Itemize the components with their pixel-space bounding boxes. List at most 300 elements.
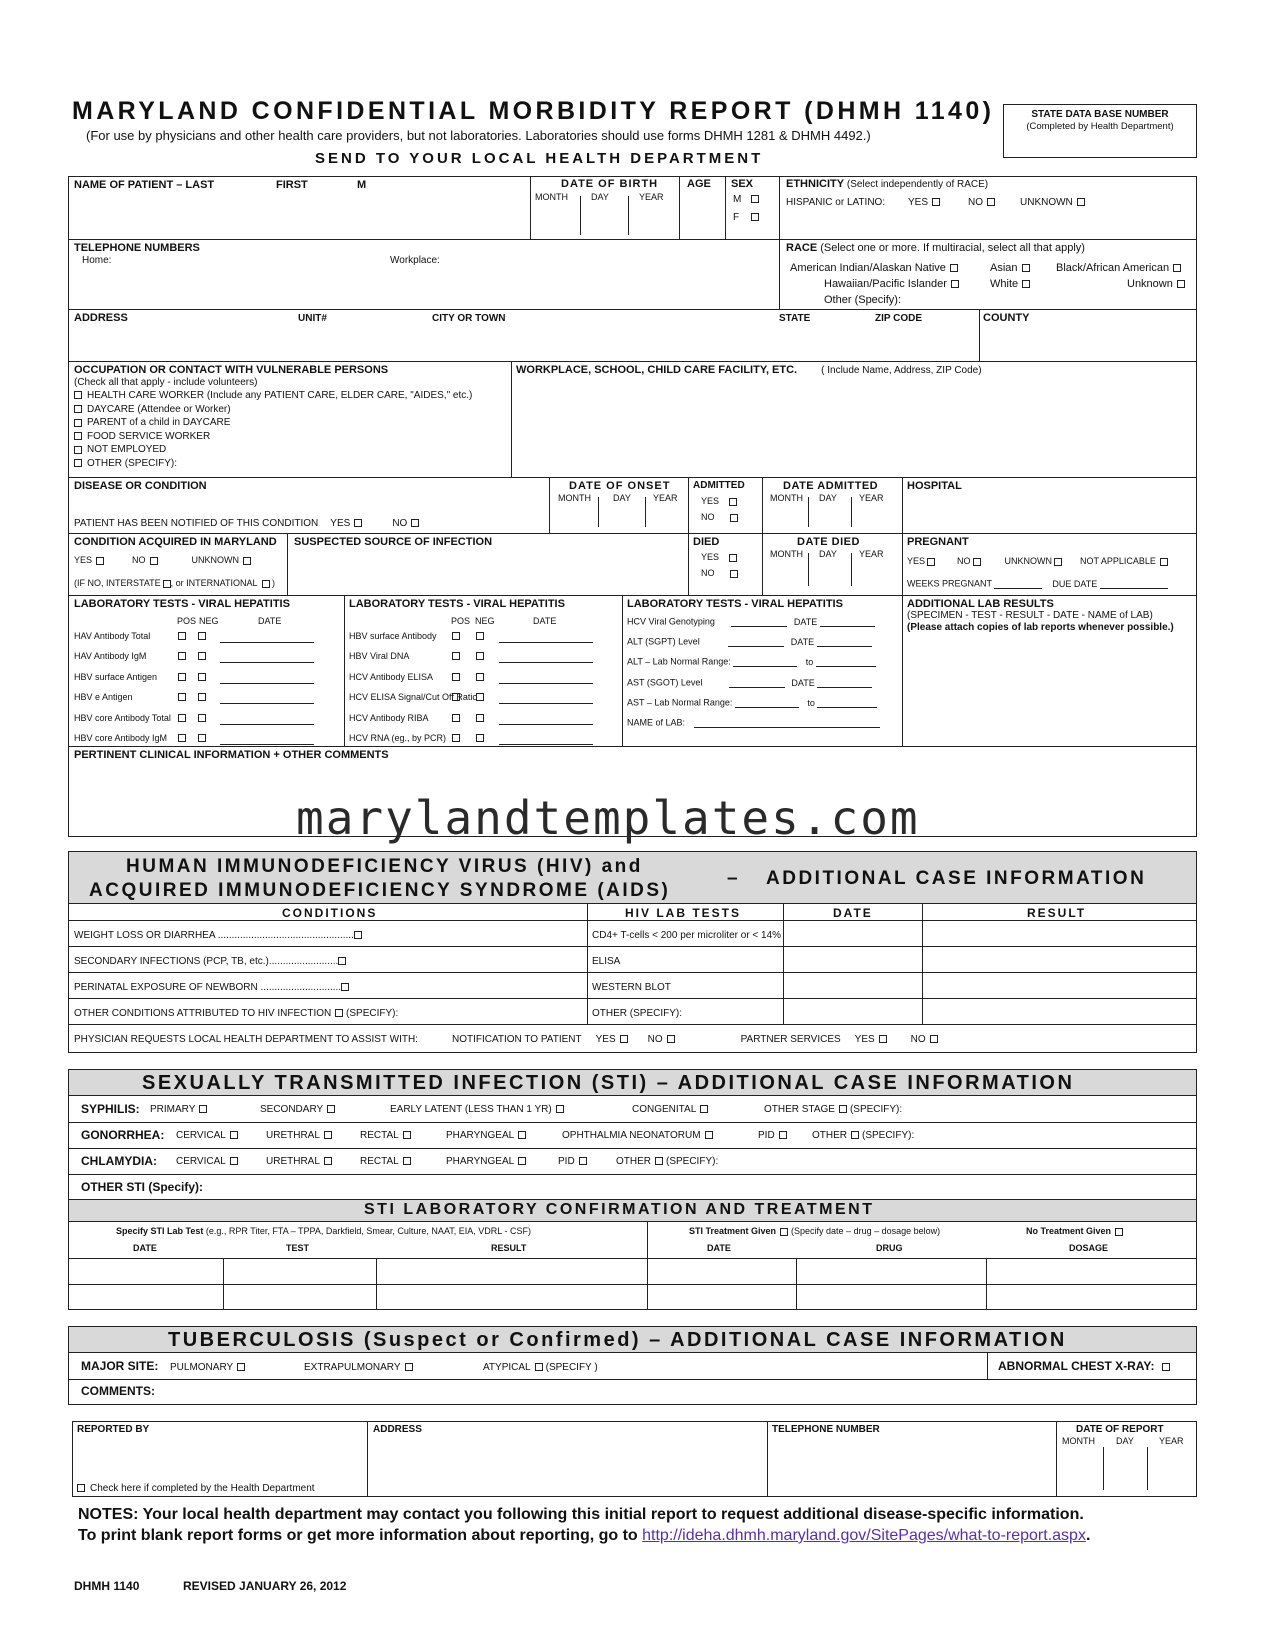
other-sti-label: OTHER STI (Specify): (81, 1180, 204, 1194)
no-treatment-checkbox[interactable] (1115, 1228, 1123, 1236)
chlamydia-option[interactable]: PID (558, 1156, 587, 1168)
hispanic-yes[interactable]: YES (908, 197, 940, 209)
admitted-yes[interactable]: YES (701, 496, 737, 506)
international-checkbox[interactable] (262, 580, 270, 588)
gonorrhea-checkbox[interactable] (779, 1131, 787, 1139)
date-of-report-field[interactable] (1058, 1448, 1195, 1495)
acquired-unknown-checkbox[interactable] (243, 557, 251, 565)
notified-no-checkbox[interactable] (411, 519, 419, 527)
tb-pulmonary[interactable]: PULMONARY (170, 1362, 245, 1374)
sti-lab-row-1[interactable] (70, 1260, 1195, 1283)
work-phone-label: Workplace: (390, 255, 440, 266)
occupation-checkbox[interactable] (74, 405, 82, 413)
race-asian-checkbox[interactable] (1022, 264, 1030, 272)
notify-yes-checkbox[interactable] (620, 1035, 628, 1043)
hiv-cond2-checkbox[interactable] (338, 957, 346, 965)
occupation-option[interactable]: OTHER (SPECIFY): (74, 458, 177, 470)
hepatitis-test-label: HBV e Antigen (74, 692, 133, 703)
clinical-info-label: PERTINENT CLINICAL INFORMATION + OTHER COMMENTS (74, 749, 389, 761)
occupation-checkbox[interactable] (74, 432, 82, 440)
chlamydia-checkbox[interactable] (579, 1157, 587, 1165)
syphilis-option[interactable]: EARLY LATENT (LESS THAN 1 YR) (390, 1104, 564, 1116)
date-died-label: DATE DIED (797, 536, 860, 548)
race-black-checkbox[interactable] (1173, 264, 1181, 272)
neg-checkbox[interactable] (476, 734, 484, 742)
chlamydia-option[interactable]: PHARYNGEAL (446, 1156, 526, 1168)
pregnant-yes-checkbox[interactable] (927, 558, 935, 566)
hiv-assist-row: PHYSICIAN REQUESTS LOCAL HEALTH DEPARTMENT TO ASSIST WITH: NOTIFICATION TO PATIENT YES NO PARTNER SERVICES YES NO (74, 1034, 938, 1046)
work-phone-field[interactable] (450, 252, 770, 272)
gonorrhea-option[interactable]: RECTAL (360, 1130, 411, 1142)
hiv-cond4-checkbox[interactable] (335, 1009, 343, 1017)
pregnant-options: YES NO UNKNOWN NOT APPLICABLE (907, 556, 1168, 566)
lab-col1-neg: NEG (199, 616, 219, 626)
hepatitis-test-label: HCV Antibody ELISA (349, 671, 434, 682)
gonorrhea-checkbox[interactable] (403, 1131, 411, 1139)
occupation-note: (Check all that apply - include volunteers) (74, 377, 258, 388)
gonorrhea-option[interactable]: PHARYNGEAL (446, 1130, 526, 1142)
gonorrhea-option[interactable]: OTHER (SPECIFY): (812, 1130, 915, 1141)
hepatitis-test-row[interactable] (74, 711, 342, 727)
neg-checkbox[interactable] (198, 714, 206, 722)
admitted-no-checkbox[interactable] (730, 514, 738, 522)
county-label: COUNTY (983, 312, 1030, 324)
race-white[interactable]: White (990, 278, 1030, 291)
pregnant-na-checkbox[interactable] (1160, 558, 1168, 566)
pos-checkbox[interactable] (452, 673, 460, 681)
tb-comments-label: COMMENTS: (81, 1384, 155, 1398)
lab-col2-pos: POS (451, 616, 471, 626)
hiv-title-line1: HUMAN IMMUNODEFICIENCY VIRUS (HIV) and (126, 856, 643, 877)
hepatitis-test-label: HAV Antibody Total (74, 631, 151, 641)
hiv-condition-4[interactable]: OTHER CONDITIONS ATTRIBUTED TO HIV INFECTION (SPECIFY): (74, 1008, 399, 1019)
report-year: YEAR (1159, 1436, 1184, 1446)
onset-month: MONTH (558, 493, 591, 503)
reporter-address-label: ADDRESS (373, 1424, 422, 1435)
hospital-field[interactable] (904, 494, 1195, 531)
date-line[interactable] (220, 642, 314, 643)
race-hpi[interactable]: Hawaiian/Pacific Islander (824, 278, 959, 291)
died-yes[interactable]: YES (701, 552, 737, 562)
county-field[interactable] (981, 326, 1195, 359)
state-label: STATE (779, 313, 811, 324)
report-month: MONTH (1062, 1436, 1095, 1446)
lab-col2-date: DATE (533, 616, 557, 626)
tb-atypical[interactable]: ATYPICAL (SPECIFY ) (483, 1362, 598, 1373)
admitted-day: DAY (819, 493, 837, 503)
reported-by-label: REPORTED BY (77, 1424, 150, 1435)
ethnicity-label: ETHNICITY (Select independently of RACE) (786, 178, 989, 190)
occupation-option[interactable]: HEALTH CARE WORKER (Include any PATIENT CARE, ELDER CARE, "AIDES," etc.) (74, 390, 472, 402)
tb-extrapulmonary[interactable]: EXTRAPULMONARY (304, 1362, 413, 1374)
gonorrhea-checkbox[interactable] (324, 1131, 332, 1139)
neg-checkbox[interactable] (198, 693, 206, 701)
additional-lab-field[interactable] (904, 636, 1195, 744)
gonorrhea-option[interactable]: URETHRAL (266, 1130, 332, 1142)
occupation-checkbox[interactable] (74, 419, 82, 427)
city-label: CITY OR TOWN (432, 313, 506, 324)
pos-checkbox[interactable] (178, 734, 186, 742)
gonorrhea-checkbox[interactable] (518, 1131, 526, 1139)
treatment-given-checkbox[interactable] (780, 1228, 788, 1236)
chlamydia-option[interactable]: RECTAL (360, 1156, 411, 1168)
acquired-if-no: (IF NO, INTERSTATE , or INTERNATIONAL ) (74, 578, 276, 588)
date-line[interactable] (220, 724, 314, 725)
syphilis-checkbox[interactable] (700, 1105, 708, 1113)
sti-col-dosage: DOSAGE (1069, 1243, 1109, 1253)
dob-field[interactable] (532, 204, 677, 237)
patient-name-field[interactable] (70, 192, 528, 237)
gonorrhea-option[interactable]: OPHTHALMIA NEONATORUM (562, 1130, 713, 1142)
sti-col-date: DATE (133, 1243, 157, 1253)
hepatitis-test-row[interactable] (349, 690, 619, 706)
hepatitis-test-row[interactable] (349, 670, 619, 686)
footer-form-id: DHMH 1140 (74, 1579, 140, 1593)
acquired-yes-checkbox[interactable] (96, 557, 104, 565)
sti-lab-test-heading: Specify STI Lab Test (e.g., RPR Titer, FTA – TPPA, Darkfield, Smear, Culture, NAAT, EIA, VDRL - CSF) (116, 1226, 531, 1236)
syphilis-checkbox[interactable] (199, 1105, 207, 1113)
partner-no-checkbox[interactable] (930, 1035, 938, 1043)
hepatitis-test-label: HBV surface Antigen (74, 671, 158, 682)
hiv-cond1-checkbox[interactable] (354, 931, 362, 939)
hispanic-no[interactable]: NO (968, 197, 995, 209)
gonorrhea-option[interactable]: CERVICAL (176, 1130, 238, 1142)
race-label: RACE (Select one or more. If multiracial, select all that apply) (786, 242, 1085, 254)
hiv-condition-1[interactable]: WEIGHT LOSS OR DIARRHEA ................................................. (74, 930, 362, 942)
hispanic-unknown[interactable]: UNKNOWN (1020, 197, 1085, 209)
hepatitis-test-label: HBV Viral DNA (349, 651, 410, 662)
race-hpi-checkbox[interactable] (951, 280, 959, 288)
report-forms-link[interactable]: http://ideha.dhmh.maryland.gov/SitePages/what-to-report.aspx (642, 1527, 1086, 1544)
gonorrhea-option[interactable]: PID (758, 1130, 787, 1142)
lab-col1-date: DATE (258, 616, 282, 626)
name-of-lab[interactable]: NAME of LAB: (627, 717, 880, 728)
tb-title: TUBERCULOSIS (Suspect or Confirmed) – ADDITIONAL CASE INFORMATION (168, 1329, 1067, 1351)
hiv-title-line2: ACQUIRED IMMUNODEFICIENCY SYNDROME (AIDS) (89, 880, 671, 901)
race-unknown-checkbox[interactable] (1177, 280, 1185, 288)
hiv-test-cd4: CD4+ T-cells < 200 per microliter or < 14% (592, 930, 782, 941)
sti-col-drug: DRUG (876, 1243, 903, 1253)
lab-col1-pos: POS (177, 616, 197, 626)
date-line[interactable] (499, 642, 593, 643)
dob-year: YEAR (639, 192, 664, 202)
died-no[interactable]: NO (701, 568, 738, 578)
hepatitis-test-label: HBV core Antibody Total (74, 712, 171, 723)
occupation-option[interactable]: DAYCARE (Attendee or Worker) (74, 404, 231, 416)
admitted-yes-checkbox[interactable] (729, 498, 737, 506)
pregnant-label: PREGNANT (907, 536, 969, 548)
additional-lab-title: ADDITIONAL LAB RESULTS (907, 598, 1054, 610)
hiv-test-western-blot: WESTERN BLOT (592, 982, 671, 993)
additional-lab-note2: (Please attach copies of lab reports whenever possible.) (907, 622, 1174, 633)
date-line[interactable] (220, 683, 314, 684)
sti-title: SEXUALLY TRANSMITTED INFECTION (STI) – ADDITIONAL CASE INFORMATION (142, 1072, 1075, 1094)
date-line[interactable] (499, 703, 593, 704)
suspected-source-label: SUSPECTED SOURCE OF INFECTION (294, 536, 493, 548)
patient-name-last-label: NAME OF PATIENT – LAST (74, 179, 215, 191)
other-sti-field[interactable] (220, 1177, 1195, 1197)
notify-no-checkbox[interactable] (667, 1035, 675, 1043)
dob-label: DATE OF BIRTH (561, 178, 659, 190)
died-day: DAY (819, 549, 837, 559)
patient-name-m-label: M (357, 179, 367, 191)
lab-col1-title: LABORATORY TESTS - VIRAL HEPATITIS (74, 598, 290, 610)
chlamydia-option[interactable]: CERVICAL (176, 1156, 238, 1168)
date-line[interactable] (499, 683, 593, 684)
age-field[interactable] (681, 192, 723, 237)
ast-level[interactable]: AST (SGOT) Level DATE (627, 677, 872, 688)
hepatitis-test-row[interactable] (74, 670, 342, 686)
race-black[interactable]: Black/African American (1056, 262, 1181, 275)
hispanic-no-checkbox[interactable] (987, 198, 995, 206)
neg-checkbox[interactable] (198, 632, 206, 640)
no-treatment[interactable]: No Treatment Given (1026, 1226, 1123, 1236)
hepatitis-test-row[interactable] (74, 731, 342, 747)
tb-extrapulmonary-checkbox[interactable] (405, 1363, 413, 1371)
tb-atypical-checkbox[interactable] (535, 1363, 543, 1371)
age-label: AGE (687, 178, 711, 190)
syphilis-checkbox[interactable] (839, 1105, 847, 1113)
neg-checkbox[interactable] (476, 632, 484, 640)
date-of-report-label: DATE OF REPORT (1076, 1424, 1164, 1435)
sti-treatment-heading: STI Treatment Given (Specify date – drug – dosage below) (689, 1226, 941, 1236)
patient-name-first-label: FIRST (276, 179, 308, 191)
workplace-school-field[interactable] (514, 380, 1195, 475)
sex-f-option[interactable]: F (733, 212, 759, 224)
hepatitis-test-row[interactable] (74, 690, 342, 706)
gonorrhea-checkbox[interactable] (851, 1131, 859, 1139)
notes-line2: To print blank report forms or get more information about reporting, go to http://ideha.dhmh.maryland.gov/SitePages/what-to-report.aspx. (78, 1527, 1091, 1544)
date-line[interactable] (220, 662, 314, 663)
notified-yes-checkbox[interactable] (354, 519, 362, 527)
pos-checkbox[interactable] (178, 693, 186, 701)
occupation-option[interactable]: NOT EMPLOYED (74, 444, 166, 456)
gonorrhea-checkbox[interactable] (230, 1131, 238, 1139)
interstate-checkbox[interactable] (163, 580, 171, 588)
hiv-title-dash: – (727, 868, 741, 889)
race-asian[interactable]: Asian (990, 262, 1030, 275)
hospital-label: HOSPITAL (907, 480, 962, 492)
occupation-label: OCCUPATION OR CONTACT WITH VULNERABLE PERSONS (74, 364, 389, 376)
syphilis-option[interactable]: PRIMARY (150, 1104, 207, 1116)
hiv-col-conditions: CONDITIONS (282, 906, 378, 920)
unit-label: UNIT# (298, 313, 327, 324)
tb-abnormal-xray: ABNORMAL CHEST X-RAY: (998, 1360, 1170, 1374)
hepatitis-test-label: HCV RNA (eg., by PCR) (349, 733, 447, 743)
chlamydia-label: CHLAMYDIA: (81, 1154, 157, 1168)
occupation-checkbox[interactable] (74, 391, 82, 399)
race-unknown[interactable]: Unknown (1127, 278, 1185, 291)
pregnant-no-checkbox[interactable] (973, 558, 981, 566)
sex-m-option[interactable]: M (733, 194, 759, 206)
syphilis-option[interactable]: SECONDARY (260, 1104, 335, 1116)
hiv-col-tests: HIV LAB TESTS (625, 906, 742, 920)
hiv-col-date: DATE (833, 906, 873, 920)
neg-checkbox[interactable] (198, 652, 206, 660)
neg-checkbox[interactable] (476, 673, 484, 681)
acquired-no-checkbox[interactable] (150, 557, 158, 565)
race-other[interactable]: Other (Specify): (824, 294, 902, 306)
lab-col3-title: LABORATORY TESTS - VIRAL HEPATITIS (627, 598, 843, 610)
gonorrhea-label: GONORRHEA: (81, 1128, 165, 1142)
chlamydia-checkbox[interactable] (655, 1157, 663, 1165)
hiv-col-result: RESULT (1027, 906, 1087, 920)
suspected-source-field[interactable] (290, 550, 686, 593)
chlamydia-checkbox[interactable] (403, 1157, 411, 1165)
occupation-option[interactable]: PARENT of a child in DAYCARE (74, 417, 230, 429)
hiv-condition-2[interactable]: SECONDARY INFECTIONS (PCP, TB, etc.)......................... (74, 956, 346, 968)
admitted-month: MONTH (770, 493, 803, 503)
tb-pulmonary-checkbox[interactable] (237, 1363, 245, 1371)
report-day: DAY (1116, 1436, 1134, 1446)
onset-label: DATE OF ONSET (569, 480, 671, 492)
gonorrhea-checkbox[interactable] (705, 1131, 713, 1139)
hepatitis-test-row[interactable] (349, 629, 619, 645)
onset-date-field[interactable] (551, 505, 686, 531)
died-month: MONTH (770, 549, 803, 559)
tb-comments-field[interactable] (160, 1381, 1195, 1403)
sti-lab-row-2[interactable] (70, 1286, 1195, 1308)
pos-checkbox[interactable] (178, 652, 186, 660)
neg-checkbox[interactable] (198, 734, 206, 742)
form-title: MARYLAND CONFIDENTIAL MORBIDITY REPORT (DHMH 1140) (72, 97, 995, 125)
lab-col2-title: LABORATORY TESTS - VIRAL HEPATITIS (349, 598, 565, 610)
admitted-label: ADMITTED (693, 480, 745, 491)
footer-revised: REVISED JANUARY 26, 2012 (183, 1579, 347, 1593)
onset-day: DAY (613, 493, 631, 503)
reported-by-field[interactable] (74, 1437, 365, 1477)
hispanic-label: HISPANIC or LATINO: (786, 197, 886, 208)
chlamydia-checkbox[interactable] (230, 1157, 238, 1165)
occupation-checkbox[interactable] (74, 446, 82, 454)
syphilis-checkbox[interactable] (327, 1105, 335, 1113)
occupation-option[interactable]: FOOD SERVICE WORKER (74, 431, 210, 443)
reporter-address-field[interactable] (369, 1437, 765, 1495)
hispanic-unknown-checkbox[interactable] (1077, 198, 1085, 206)
hiv-condition-3[interactable]: PERINATAL EXPOSURE OF NEWBORN ............................. (74, 982, 349, 994)
home-phone-label: Home: (82, 255, 112, 266)
watermark: marylandtemplates.com (296, 791, 920, 845)
hiv-title-right: ADDITIONAL CASE INFORMATION (766, 868, 1147, 889)
zip-label: ZIP CODE (875, 313, 923, 324)
neg-checkbox[interactable] (198, 673, 206, 681)
state-database-box[interactable] (1003, 104, 1197, 158)
hepatitis-test-row[interactable] (74, 649, 342, 665)
race-aian[interactable]: American Indian/Alaskan Native (790, 262, 958, 275)
hiv-test-elisa: ELISA (592, 956, 621, 967)
died-year: YEAR (859, 549, 884, 559)
chlamydia-option[interactable]: OTHER (SPECIFY): (616, 1156, 719, 1167)
state-db-note: (Completed by Health Department) (1026, 121, 1174, 132)
race-aian-checkbox[interactable] (950, 264, 958, 272)
notes-line1: NOTES: Your local health department may contact you following this initial report to request additional disease-specific information. (78, 1506, 1084, 1523)
date-line[interactable] (499, 662, 593, 663)
date-line[interactable] (499, 744, 593, 745)
chlamydia-checkbox[interactable] (518, 1157, 526, 1165)
date-line[interactable] (220, 744, 314, 745)
hiv-result-cells[interactable] (924, 922, 1195, 1022)
neg-checkbox[interactable] (476, 714, 484, 722)
hepatitis-test-label: HBV surface Antibody (349, 631, 437, 641)
check-health-department[interactable]: Check here if completed by the Health Department (77, 1483, 315, 1495)
hiv-date-cells[interactable] (785, 922, 920, 1022)
pregnant-unknown-checkbox[interactable] (1054, 558, 1062, 566)
date-admitted-label: DATE ADMITTED (783, 480, 879, 492)
syphilis-label: SYPHILIS: (81, 1102, 140, 1116)
hepatitis-test-row[interactable] (74, 629, 342, 645)
alt-level[interactable]: ALT (SGPT) Level DATE (627, 636, 872, 647)
syphilis-checkbox[interactable] (556, 1105, 564, 1113)
date-admitted-field[interactable] (764, 505, 900, 531)
ast-range[interactable]: AST – Lab Normal Range: to (627, 697, 877, 708)
sti-lab-title: STI LABORATORY CONFIRMATION AND TREATMENT (364, 1201, 875, 1218)
pos-checkbox[interactable] (452, 734, 460, 742)
tb-xray-checkbox[interactable] (1162, 1363, 1170, 1371)
neg-checkbox[interactable] (476, 693, 484, 701)
hepatitis-test-label: HBV core Antibody IgM (74, 733, 168, 743)
died-no-checkbox[interactable] (730, 570, 738, 578)
hepatitis-test-row[interactable] (349, 649, 619, 665)
died-label: DIED (693, 536, 720, 548)
partner-yes-checkbox[interactable] (879, 1035, 887, 1043)
syphilis-option[interactable]: CONGENITAL (632, 1104, 708, 1116)
hepatitis-test-label: HAV Antibody IgM (74, 651, 147, 662)
hepatitis-test-row[interactable] (349, 731, 619, 747)
pos-checkbox[interactable] (452, 652, 460, 660)
occupation-checkbox[interactable] (74, 459, 82, 467)
date-line[interactable] (220, 703, 314, 704)
pos-checkbox[interactable] (452, 693, 460, 701)
hepatitis-test-row[interactable] (349, 711, 619, 727)
date-line[interactable] (499, 724, 593, 725)
syphilis-option[interactable]: OTHER STAGE (SPECIFY): (764, 1104, 903, 1115)
health-dept-checkbox[interactable] (77, 1484, 85, 1492)
dob-day: DAY (591, 192, 609, 202)
hiv-test-other: OTHER (SPECIFY): (592, 1008, 683, 1019)
pos-checkbox[interactable] (178, 714, 186, 722)
chlamydia-checkbox[interactable] (324, 1157, 332, 1165)
patient-notified: PATIENT HAS BEEN NOTIFIED OF THIS CONDITION YES NO (74, 518, 419, 530)
dob-month: MONTH (535, 192, 568, 202)
admitted-no[interactable]: NO (701, 512, 738, 522)
sex-f-checkbox[interactable] (751, 213, 759, 221)
date-died-field[interactable] (764, 562, 900, 592)
pos-checkbox[interactable] (452, 632, 460, 640)
pos-checkbox[interactable] (178, 673, 186, 681)
chlamydia-option[interactable]: URETHRAL (266, 1156, 332, 1168)
onset-year: YEAR (653, 493, 678, 503)
sex-m-checkbox[interactable] (751, 195, 759, 203)
sex-label: SEX (731, 178, 754, 190)
address-field[interactable] (70, 326, 977, 359)
neg-checkbox[interactable] (476, 652, 484, 660)
hcv-genotyping[interactable]: HCV Viral Genotyping DATE (627, 616, 875, 627)
pos-checkbox[interactable] (452, 714, 460, 722)
race-white-checkbox[interactable] (1022, 280, 1030, 288)
home-phone-field[interactable] (125, 252, 385, 272)
died-yes-checkbox[interactable] (729, 554, 737, 562)
send-to-heading: SEND TO YOUR LOCAL HEALTH DEPARTMENT (315, 150, 764, 167)
alt-range[interactable]: ALT – Lab Normal Range: to (627, 656, 876, 667)
hiv-cond3-checkbox[interactable] (341, 983, 349, 991)
sti-col-result: RESULT (491, 1243, 527, 1253)
reporter-telephone-field[interactable] (769, 1437, 1054, 1495)
pos-checkbox[interactable] (178, 632, 186, 640)
hispanic-yes-checkbox[interactable] (932, 198, 940, 206)
tb-major-site-label: MAJOR SITE: (81, 1359, 159, 1373)
disease-field[interactable] (70, 494, 546, 514)
weeks-pregnant[interactable]: WEEKS PREGNANT DUE DATE (907, 578, 1168, 589)
